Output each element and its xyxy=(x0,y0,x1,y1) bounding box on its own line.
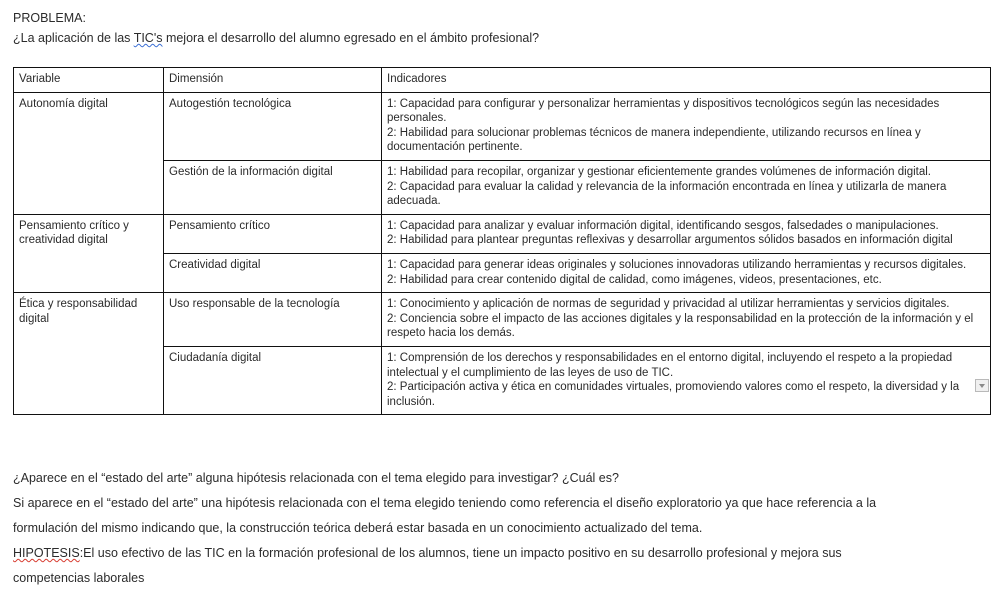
chevron-down-icon[interactable] xyxy=(975,379,989,392)
column-header-dimension: Dimensión xyxy=(164,68,382,93)
problem-question-prefix: ¿La aplicación de las xyxy=(13,31,134,45)
hypothesis-answer-line-1: Si aparece en el “estado del arte” una hipótesis relacionada con el tema elegido teniendo como referencia el diseño exploratorio ya que hace referencia a la xyxy=(13,496,877,510)
indicadores-cell xyxy=(382,160,991,214)
hypothesis-section xyxy=(13,466,978,591)
table-row xyxy=(14,92,991,160)
indicador-item: 2: Capacidad para evaluar la calidad y relevancia de la información encontrada en línea y utilizarla de manera adecuada. xyxy=(387,180,947,208)
variables-matrix-container xyxy=(13,67,990,415)
dimension-cell: Autogestión tecnológica xyxy=(164,92,382,160)
chevron-down-glyph xyxy=(979,384,985,388)
indicador-item: 1: Capacidad para generar ideas originales y soluciones innovadoras utilizando herramientas y recursos digitales. xyxy=(387,258,967,271)
indicador-item: 2: Participación activa y ética en comunidades virtuales, promoviendo valores como el respeto, la diversidad y la inclusión. xyxy=(387,381,960,408)
dimension-cell: Ciudadanía digital xyxy=(164,346,382,414)
dimension-cell: Creatividad digital xyxy=(164,253,382,292)
indicadores-cell xyxy=(382,92,991,160)
hypothesis-answer-line-2: formulación del mismo indicando que, la construcción teórica deberá estar basada en un conocimiento actualizado del tema. xyxy=(13,521,703,535)
dimension-cell: Gestión de la información digital xyxy=(164,160,382,214)
table-header-row xyxy=(14,68,991,93)
problem-heading: PROBLEMA: xyxy=(13,11,86,25)
problem-question xyxy=(13,28,973,48)
problem-statement-block xyxy=(13,8,973,48)
spellcheck-flagged-term-tics[interactable]: TIC's xyxy=(133,31,163,45)
hypothesis-text: El uso efectivo de las TIC en la formación profesional de los alumnos, tiene un impacto positivo en su desarrollo profesional y mejora sus xyxy=(83,546,842,560)
hypothesis-statement-line-2: competencias laborales xyxy=(13,571,145,585)
indicador-item: 2: Habilidad para solucionar problemas técnicos de manera independiente, utilizando recursos en línea y documentación pertinente. xyxy=(387,126,921,154)
hypothesis-statement-line-1 xyxy=(13,541,978,566)
indicador-item: 2: Habilidad para crear contenido digital de calidad, como imágenes, videos, presentaciones, etc. xyxy=(387,273,882,286)
table-row xyxy=(14,214,991,253)
indicador-item: 2: Conciencia sobre el impacto de las acciones digitales y la responsabilidad en la protección de la información y el respeto hacia los demás. xyxy=(387,312,974,340)
dimension-cell: Pensamiento crítico xyxy=(164,214,382,253)
indicador-item: 2: Habilidad para plantear preguntas reflexivas y desarrollar argumentos sólidos basados en información digital xyxy=(387,234,953,247)
variable-cell-etica: Ética y responsabilidad digital xyxy=(14,293,164,415)
indicadores-cell xyxy=(382,214,991,253)
variable-cell-pensamiento: Pensamiento crítico y creatividad digital xyxy=(14,214,164,292)
indicador-item: 1: Conocimiento y aplicación de normas de seguridad y privacidad al utilizar herramientas y servicios digitales. xyxy=(387,298,950,311)
indicadores-cell xyxy=(382,253,991,292)
indicador-item: 1: Capacidad para configurar y personalizar herramientas y dispositivos tecnológicos según las necesidades personales. xyxy=(387,97,940,125)
hypothesis-question: ¿Aparece en el “estado del arte” alguna hipótesis relacionada con el tema elegido para investigar? ¿Cuál es? xyxy=(13,471,619,485)
indicador-item: 1: Habilidad para recopilar, organizar y gestionar eficientemente grandes volúmenes de información digital. xyxy=(387,165,932,178)
hypothesis-separator: : xyxy=(79,546,84,560)
variable-cell-autonomia: Autonomía digital xyxy=(14,92,164,214)
indicadores-cell xyxy=(382,293,991,347)
spellcheck-flagged-term-hipotesis[interactable]: HIPOTESIS xyxy=(13,546,80,560)
column-header-variable: Variable xyxy=(14,68,164,93)
problem-question-suffix: mejora el desarrollo del alumno egresado en el ámbito profesional? xyxy=(162,31,540,45)
dimension-cell: Uso responsable de la tecnología xyxy=(164,293,382,347)
indicador-item: 1: Capacidad para analizar y evaluar información digital, identificando sesgos, falsedades o manipulaciones. xyxy=(387,219,939,232)
indicadores-cell xyxy=(382,346,991,414)
table-row xyxy=(14,293,991,347)
column-header-indicadores: Indicadores xyxy=(382,68,991,93)
indicador-item: 1: Comprensión de los derechos y responsabilidades en el entorno digital, incluyendo el respeto a la propiedad intelectual y el cumplimiento de las leyes de uso de TIC. xyxy=(387,351,953,379)
variables-matrix-table xyxy=(13,67,991,415)
